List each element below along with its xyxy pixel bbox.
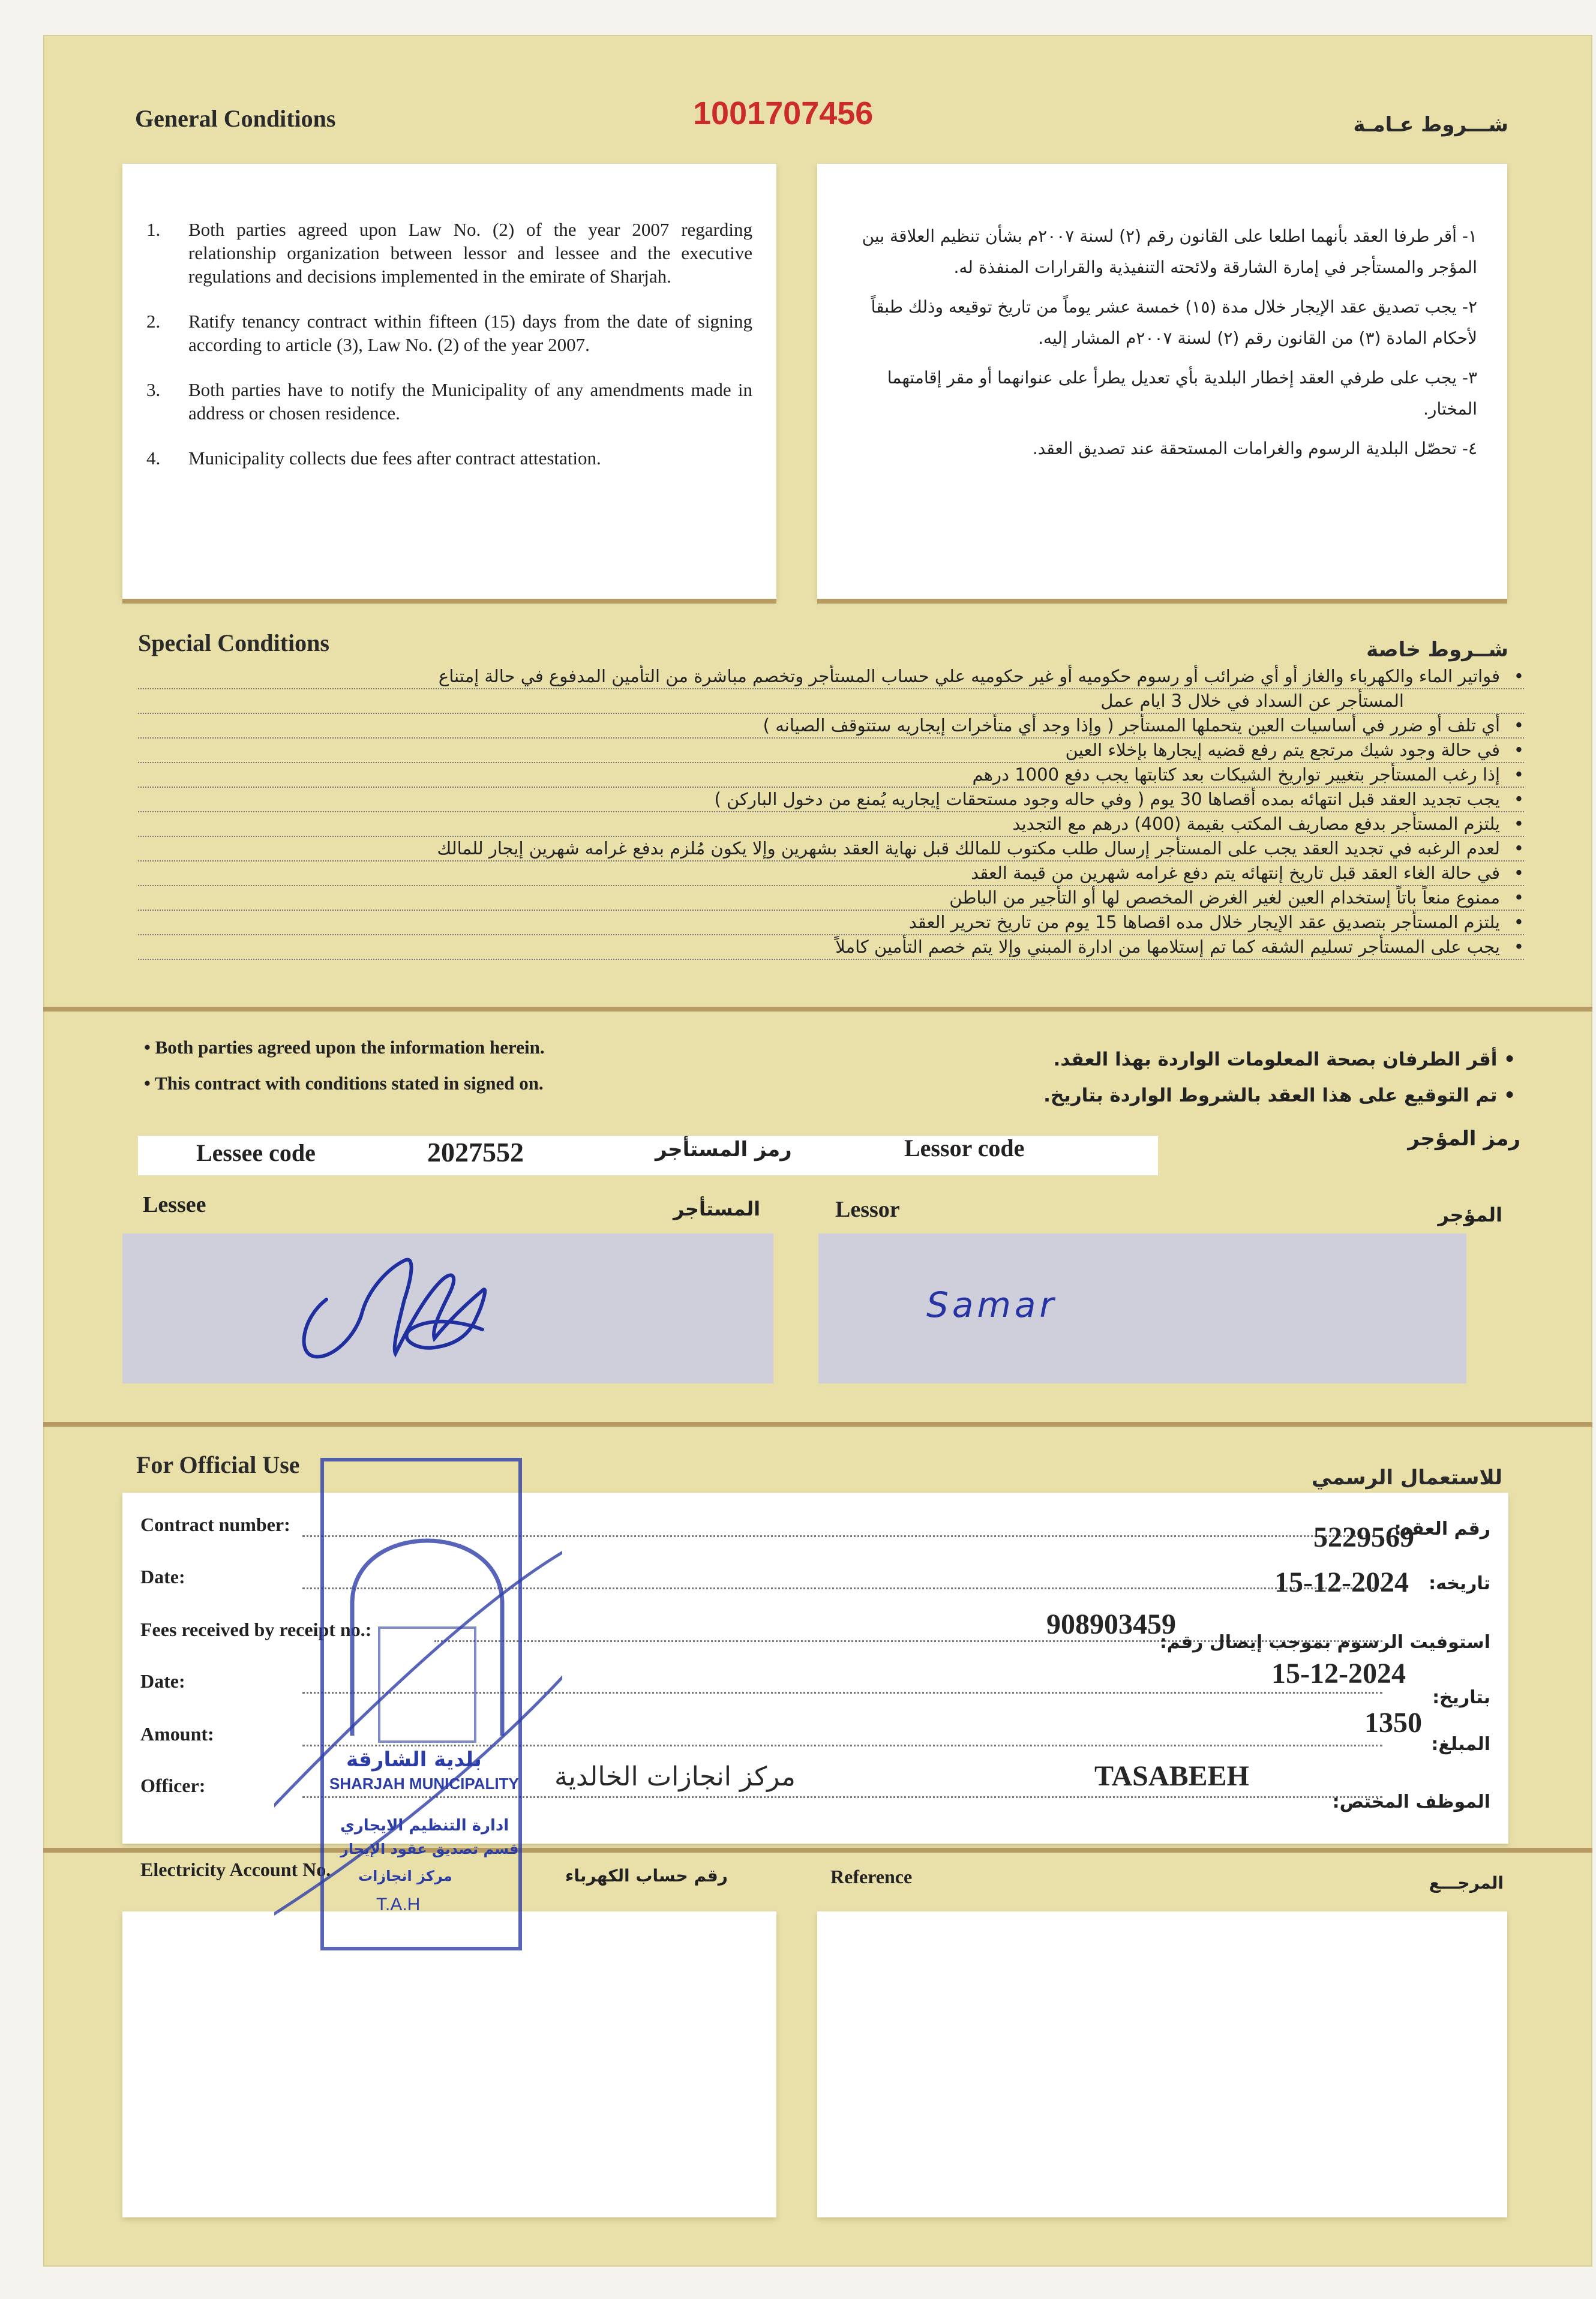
general-condition-item-ar: ٤- تحصّل البلدية الرسوم والغرامات المستحقة عند تصديق العقد.: [1032, 439, 1477, 458]
date-label-ar: تاريخه:: [1429, 1573, 1490, 1594]
special-condition-line: • لعدم الرغبه في تجديد العقد يجب على المستأجر إرسال طلب مكتوب للمالك قبل نهاية العقد بشهرين وإلا يكون مُلزم بدفع غرامه شهرين إيجار للمالك: [138, 837, 1524, 862]
fees-label-ar: استوفيت الرسوم بموجب إيصال رقم:: [1159, 1632, 1490, 1653]
electricity-account-label-ar: رقم حساب الكهرباء: [565, 1866, 728, 1886]
center-name: مركز انجازات الخالدية: [554, 1761, 796, 1792]
stamp-line-6: T.A.H: [376, 1895, 421, 1914]
receipt-number-value: 908903459: [1046, 1608, 1176, 1640]
agreement-line-2: • This contract with conditions stated in signed on.: [144, 1073, 544, 1094]
agreement-line-1-ar: • أقر الطرفان بصحة المعلومات الواردة بهذا العقد.: [1053, 1049, 1516, 1070]
reference-label-ar: المرجـــع: [1429, 1873, 1504, 1893]
special-condition-line: • يجب تجديد العقد قبل انتهائه بمده أقصاها 30 يوم ( وفي حاله وجود مستحقات إيجاريه يُمنع من دخول الباركن ): [138, 788, 1524, 812]
special-conditions-title: Special Conditions: [138, 629, 329, 656]
stamp-line-4: قسم تصديق عقود الإيجار: [340, 1841, 519, 1857]
stamp-line-3: ادارة التنظيم الايجاري: [340, 1817, 509, 1835]
stamp-line-1: بلدية الشارقة: [346, 1748, 482, 1772]
special-condition-line: • في حالة الغاء العقد قبل تاريخ إنتهائه يتم دفع غرامه شهرين من قيمة العقد: [138, 862, 1524, 886]
lessee-code-label: Lessee code: [196, 1139, 316, 1166]
date2-label-ar: بتاريخ:: [1432, 1687, 1490, 1708]
divider: [122, 599, 776, 604]
special-condition-line: • أي تلف أو ضرر في أساسيات العين يتحملها المستأجر ( وإذا وجد أي متأخرات إيجاريه ستتوقف الصيانه ): [138, 714, 1524, 739]
stamp-line-2: SHARJAH MUNICIPALITY: [329, 1775, 519, 1793]
officer-label-ar: الموظف المختص:: [1332, 1791, 1490, 1812]
official-use-title: For Official Use: [136, 1451, 300, 1478]
stamp-line-5: مركز انجازات: [358, 1868, 452, 1884]
general-condition-item-ar: ٢- يجب تصديق عقد الإيجار خلال مدة (١٥) خمسة عشر يوماً من تاريخ توقيعه وذلك طبقاً لأحكام المادة (٣) من القانون رقم (٢) لسنة ٢٠٠٧م المشار إليه.: [871, 297, 1477, 348]
general-condition-item-ar: ٣- يجب على طرفي العقد إخطار البلدية بأي تعديل يطرأ على عنوانهما أو مقر إقامتهما المختار.: [887, 368, 1477, 419]
special-condition-line: • يلتزم المستأجر بتصديق عقد الإيجار خلال مده اقصاها 15 يوم من تاريخ تحرير العقد: [138, 911, 1524, 935]
special-condition-line: المستأجر عن السداد في خلال 3 ايام عمل: [138, 689, 1524, 714]
general-conditions-title: General Conditions: [135, 105, 336, 132]
contract-number-label: Contract number:: [140, 1514, 290, 1535]
reference-box: [817, 1911, 1507, 2217]
special-condition-line: • يلتزم المستأجر بدفع مصاريف المكتب بقيمة (400) درهم مع التجديد: [138, 812, 1524, 837]
lessee-signature-box: [122, 1233, 773, 1383]
lessee-signature: [122, 1233, 773, 1383]
special-condition-line: • في حالة وجود شيك مرتجع يتم رفع قضيه إيجارها بإخلاء العين: [138, 739, 1524, 763]
general-condition-item: 1. Both parties agreed upon Law No. (2) of the year 2007 regarding relationship organization between lessor and lessee and the executive regulations and decisions implemented in the emirate of Sharjah.: [146, 219, 752, 287]
lessor-signature-box: [818, 1233, 1466, 1383]
date-label: Date:: [140, 1566, 185, 1587]
general-conditions-title-ar: شـــروط عـامـة: [1353, 113, 1508, 137]
lessor-code-label: Lessor code: [904, 1135, 1025, 1161]
lessee-label: Lessee: [143, 1192, 206, 1217]
general-conditions-en-panel: [122, 164, 776, 599]
general-conditions-ar-panel: [817, 164, 1507, 599]
lessee-label-ar: المستأجر: [673, 1197, 761, 1220]
lessor-signature: Samar: [926, 1284, 1058, 1325]
fees-label: Fees received by receipt no.:: [140, 1619, 372, 1640]
general-condition-item: 2. Ratify tenancy contract within fifteen (15) days from the date of signing according to article (3), Law No. (2) of the year 2007.: [146, 311, 752, 355]
date2-value: 15-12-2024: [1271, 1658, 1406, 1689]
date-value: 15-12-2024: [1274, 1566, 1409, 1598]
electricity-account-label: Electricity Account No.: [140, 1859, 331, 1880]
general-condition-item: 3. Both parties have to notify the Municipality of any amendments made in address or chosen residence.: [146, 379, 752, 424]
divider: [43, 1007, 1592, 1012]
divider: [43, 1422, 1592, 1427]
contract-number-label-ar: رقم العقد:: [1394, 1518, 1490, 1539]
amount-label-ar: المبلغ:: [1431, 1734, 1490, 1755]
special-conditions-title-ar: شــروط خاصة: [1366, 638, 1508, 662]
contract-number-value: 5229569: [1313, 1521, 1414, 1553]
officer-value: TASABEEH: [1094, 1760, 1249, 1792]
agreement-line-1: • Both parties agreed upon the information herein.: [144, 1037, 545, 1058]
general-conditions-ar-list: [841, 221, 1477, 473]
reference-label: Reference: [830, 1866, 913, 1887]
date2-label: Date:: [140, 1670, 185, 1692]
amount-value: 1350: [1364, 1707, 1422, 1739]
special-condition-line: • فواتير الماء والكهرباء والغاز أو أي ضرائب أو رسوم حكوميه أو غير حكوميه علي حساب المستأجر وتخصم مباشرة من التأمين المدفوع في حالة إمتناع: [138, 665, 1524, 689]
lessee-code-label-ar: رمز المستأجر: [655, 1138, 792, 1161]
special-condition-line: • ممنوع منعاً باتاً إستخدام العين لغير الغرض المخصص لها أو التأجير من الباطن: [138, 886, 1524, 911]
amount-label: Amount:: [140, 1723, 214, 1745]
municipality-stamp: [274, 1448, 562, 1961]
lessor-label: Lessor: [835, 1197, 900, 1222]
officer-label: Officer:: [140, 1775, 206, 1796]
lessee-code-value: 2027552: [427, 1137, 524, 1167]
special-conditions-list: [138, 665, 1524, 960]
general-condition-item-ar: ١- أقر طرفا العقد بأنهما اطلعا على القانون رقم (٢) لسنة ٢٠٠٧م بشأن تنظيم العلاقة بين المؤجر والمستأجر في إمارة الشارقة ولائحته التنفيذية والقرارات المنفذة له.: [862, 226, 1477, 277]
general-condition-item: 4. Municipality collects due fees after contract attestation.: [146, 448, 601, 469]
contract-sheet: [43, 35, 1592, 2267]
lessor-label-ar: المؤجر: [1438, 1203, 1502, 1226]
special-condition-line: • إذا رغب المستأجر بتغيير تواريخ الشيكات بعد كتابتها يجب دفع 1000 درهم: [138, 763, 1524, 788]
special-condition-line: • يجب على المستأجر تسليم الشقه كما تم إستلامها من ادارة المبني وإلا يتم خصم التأمين كاملاً: [138, 935, 1524, 960]
official-use-title-ar: للاستعمال الرسمي: [1311, 1466, 1502, 1490]
divider: [817, 599, 1507, 604]
serial-number: 1001707456: [693, 95, 874, 131]
lessor-code-label-ar: رمز المؤجر: [1408, 1127, 1520, 1151]
agreement-line-2-ar: • تم التوقيع على هذا العقد بالشروط الواردة بتاريخ.: [1043, 1085, 1516, 1106]
general-conditions-en-list: [146, 218, 752, 491]
